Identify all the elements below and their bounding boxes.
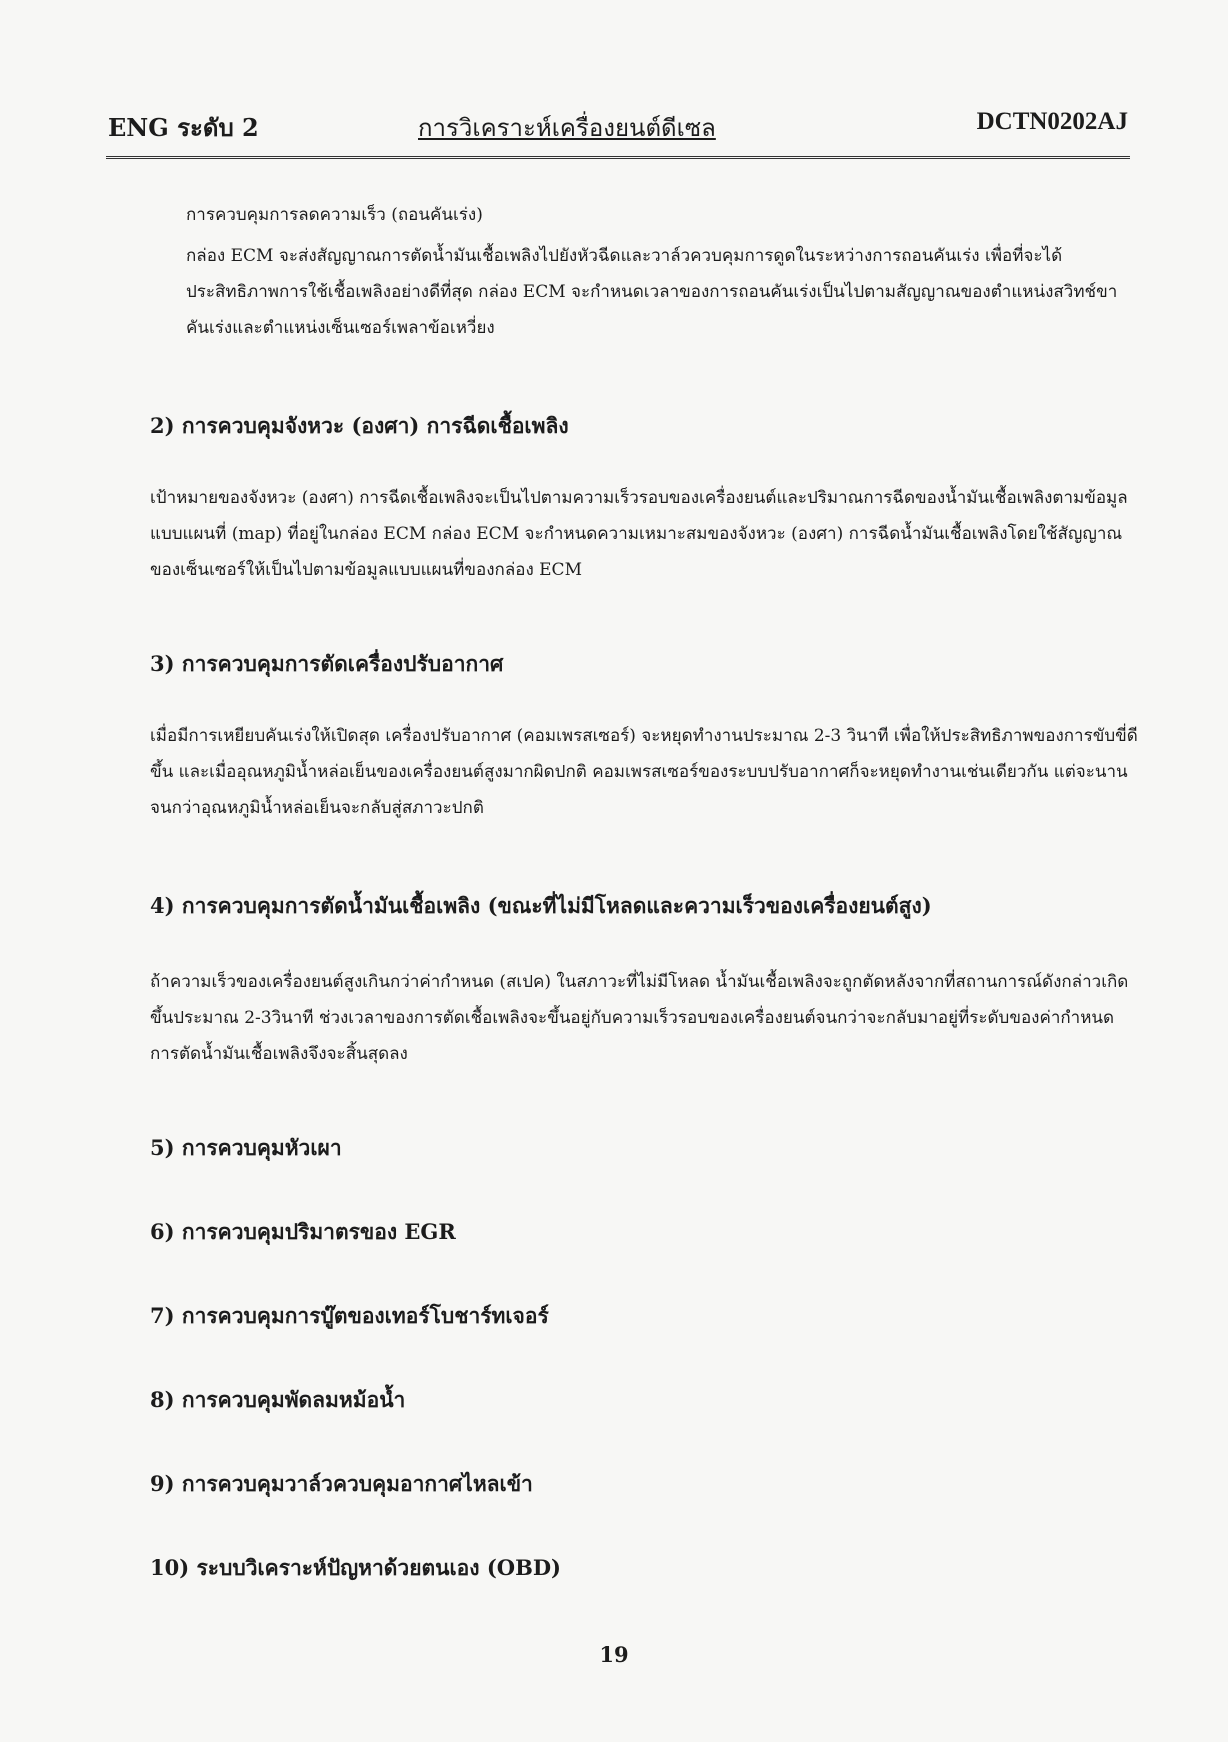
section-7 [150,1302,549,1330]
section-2 [150,412,1140,588]
section-3 [150,650,1140,826]
section-4 [150,892,1140,1072]
intro-paragraph: กล่อง ECM จะส่งสัญญาณการตัดน้ำมันเชื้อเพลิงไปยังหัวฉีดและวาล์วควบคุมการดูดในระหว่างการถอนคันเร่ง เพื่อที่จะได้ประสิทธิภาพการใช้เชื้อเพลิงอย่างดีที่สุด กล่อง ECM จะกำหนดเวลาของการถอนคันเร่งเป็นไปตามสัญญาณของตำแหน่งสวิทช์ขาคันเร่งและตำแหน่งเซ็นเซอร์เพลาข้อเหวี่ยง [186,246,1118,338]
intro-block [186,204,1140,346]
section-heading: 7) การควบคุมการบู๊ตของเทอร์โบชาร์ทเจอร์ [150,1303,549,1328]
document-title: การวิเคราะห์เครื่องยนต์ดีเซล [418,114,716,142]
section-body: เมื่อมีการเหยียบคันเร่งให้เปิดสุด เครื่องปรับอากาศ (คอมเพรสเซอร์) จะหยุดทำงานประมาณ 2-3 วินาที เพื่อให้ประสิทธิภาพของการขับขี่ดีขึ้น และเมื่ออุณหภูมิน้ำหล่อเย็นของเครื่องยนต์สูงมากผิดปกติ คอมเพรสเซอร์ของระบบปรับอากาศก็จะหยุดทำงานเช่นเดียวกัน แต่จะนานจนกว่าอุณหภูมิน้ำหล่อเย็นจะกลับสู่สภาวะปกติ [150,726,1138,818]
section-heading: 8) การควบคุมพัดลมหม้อน้ำ [150,1387,406,1412]
section-5 [150,1134,342,1162]
section-10 [150,1554,561,1582]
intro-heading: การควบคุมการลดความเร็ว (ถอนคันเร่ง) [186,205,483,225]
header-divider [106,156,1130,159]
course-level: ENG ระดับ 2 [108,113,259,142]
section-heading: 3) การควบคุมการตัดเครื่องปรับอากาศ [150,651,504,676]
section-heading: 10) ระบบวิเคราะห์ปัญหาด้วยตนเอง (OBD) [150,1555,561,1580]
section-body: ถ้าความเร็วของเครื่องยนต์สูงเกินกว่าค่ากำหนด (สเปค) ในสภาวะที่ไม่มีโหลด น้ำมันเชื้อเพลิงจะถูกตัดหลังจากที่สถานการณ์ดังกล่าวเกิดขึ้นประมาณ 2-3วินาที ช่วงเวลาของการตัดเชื้อเพลิงจะขึ้นอยู่กับความเร็วรอบของเครื่องยนต์จนกว่าจะกลับมาอยู่ที่ระดับของค่ากำหนด การตัดน้ำมันเชื้อเพลิงจึงจะสิ้นสุดลง [150,972,1129,1064]
section-heading: 6) การควบคุมปริมาตรของ EGR [150,1219,456,1244]
section-8 [150,1386,405,1414]
page-header [108,108,1128,148]
section-heading: 9) การควบคุมวาล์วควบคุมอากาศไหลเข้า [150,1471,533,1496]
section-heading: 2) การควบคุมจังหวะ (องศา) การฉีดเชื้อเพลิง [150,413,569,438]
document-code: DCTN0202AJ [976,108,1128,135]
page-content [150,204,1140,1580]
section-9 [150,1470,533,1498]
page-number: 19 [599,1642,629,1667]
section-heading: 4) การควบคุมการตัดน้ำมันเชื้อเพลิง (ขณะที่ไม่มีโหลดและความเร็วของเครื่องยนต์สูง) [150,893,932,918]
section-body: เป้าหมายของจังหวะ (องศา) การฉีดเชื้อเพลิงจะเป็นไปตามความเร็วรอบของเครื่องยนต์และปริมาณการฉีดของน้ำมันเชื้อเพลิงตามข้อมูลแบบแผนที่ (map) ที่อยู่ในกล่อง ECM กล่อง ECM จะกำหนดความเหมาะสมของจังหวะ (องศา) การฉีดน้ำมันเชื้อเพลิงโดยใช้สัญญาณของเซ็นเซอร์ให้เป็นไปตามข้อมูลแบบแผนที่ของกล่อง ECM [150,488,1128,580]
section-6 [150,1218,456,1246]
section-heading: 5) การควบคุมหัวเผา [150,1135,342,1160]
